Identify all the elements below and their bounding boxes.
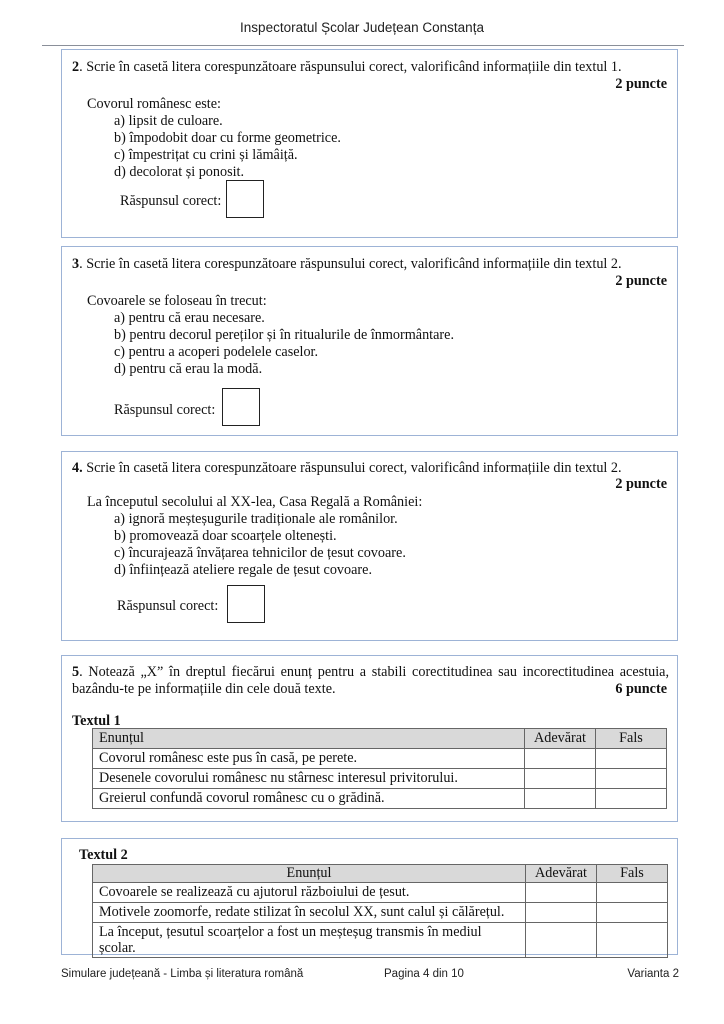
question-2-instruction: 2. Scrie în casetă litera corespunzătoare răspunsului corect, valorificând informațiile din textul 1. <box>72 59 622 75</box>
question-2-stem: Covorul românesc este: <box>87 96 221 112</box>
question-3-points: 2 puncte <box>615 273 667 289</box>
table-1-row-2-false-cell[interactable] <box>596 769 667 789</box>
table-1-row-1-false-cell[interactable] <box>596 749 667 769</box>
question-3-option-d: d) pentru că erau la modă. <box>114 361 263 377</box>
table-row <box>93 749 667 769</box>
table-2-row-3-statement: La început, țesutul scoarțelor a fost un meșteșug transmis în mediul școlar. <box>93 923 526 958</box>
table-row <box>93 789 667 809</box>
question-3-stem: Covoarele se foloseau în trecut: <box>87 293 267 309</box>
question-3-option-a: a) pentru că erau necesare. <box>114 310 265 326</box>
table-1-label: Textul 1 <box>72 713 121 729</box>
question-2-points: 2 puncte <box>615 76 667 92</box>
table-2 <box>92 864 668 958</box>
table-row <box>93 903 668 923</box>
table-2-row-2-statement: Motivele zoomorfe, redate stilizat în secolul XX, sunt calul și călărețul. <box>93 903 526 923</box>
question-5-text-2-box <box>61 838 678 955</box>
question-3-instruction: 3. Scrie în casetă litera corespunzătoare răspunsului corect, valorificând informațiile din textul 2. <box>72 256 622 272</box>
table-2-header-statement: Enunțul <box>93 865 526 883</box>
question-3-box <box>61 246 678 436</box>
table-1-header-statement: Enunțul <box>93 729 525 749</box>
question-4-instruction: 4. Scrie în casetă litera corespunzătoare răspunsului corect, valorificând informațiile din textul 2. <box>72 460 622 476</box>
question-4-option-d: d) înființează ateliere regale de țesut covoare. <box>114 562 372 578</box>
table-2-row-3-true-cell[interactable] <box>526 923 597 958</box>
table-1-row-3-true-cell[interactable] <box>525 789 596 809</box>
question-4-answer-box[interactable] <box>227 585 265 623</box>
question-2-option-d: d) decolorat și ponosit. <box>114 164 245 180</box>
question-4-points: 2 puncte <box>615 476 667 492</box>
table-row <box>93 923 668 958</box>
table-2-row-3-false-cell[interactable] <box>597 923 668 958</box>
page-header: Inspectoratul Școlar Județean Constanța <box>240 20 484 35</box>
footer-page-number: Pagina 4 din 10 <box>384 968 464 980</box>
question-2-option-a: a) lipsit de culoare. <box>114 113 223 129</box>
table-2-label: Textul 2 <box>79 847 128 863</box>
header-divider <box>42 45 684 46</box>
footer-variant: Varianta 2 <box>627 968 679 980</box>
table-1-row-2-true-cell[interactable] <box>525 769 596 789</box>
table-1-row-3-statement: Greierul confundă covorul românesc cu o grădină. <box>93 789 525 809</box>
table-2-row-1-true-cell[interactable] <box>526 883 597 903</box>
question-5-points: 6 puncte <box>615 681 667 697</box>
question-4-option-c: c) încurajează învățarea tehnicilor de țesut covoare. <box>114 545 406 561</box>
question-4-answer-label: Răspunsul corect: <box>117 598 219 614</box>
table-2-header-false: Fals <box>597 865 668 883</box>
question-5-box <box>61 655 678 822</box>
question-5-instruction: 5. Notează „X” în dreptul fiecărui enunț pentru a stabili corectitudinea sau incorectitudinea acestuia, bazându-te pe informațiile din cele două texte. <box>72 664 669 697</box>
table-1-header-true: Adevărat <box>525 729 596 749</box>
table-2-row-2-true-cell[interactable] <box>526 903 597 923</box>
question-3-answer-box[interactable] <box>222 388 260 426</box>
table-row <box>93 883 668 903</box>
question-2-box <box>61 49 678 238</box>
question-3-option-b: b) pentru decorul pereților și în ritualurile de înmormântare. <box>114 327 454 343</box>
footer-exam-title: Simulare județeană - Limba și literatura română <box>61 968 304 980</box>
table-1-row-3-false-cell[interactable] <box>596 789 667 809</box>
table-1-row-2-statement: Desenele covorului românesc nu stârnesc interesul privitorului. <box>93 769 525 789</box>
table-1 <box>92 728 667 809</box>
table-2-row-1-statement: Covoarele se realizează cu ajutorul războiului de țesut. <box>93 883 526 903</box>
question-3-answer-label: Răspunsul corect: <box>114 402 216 418</box>
question-2-answer-label: Răspunsul corect: <box>120 193 222 209</box>
question-4-option-b: b) promovează doar scoarțele oltenești. <box>114 528 337 544</box>
question-2-option-b: b) împodobit doar cu forme geometrice. <box>114 130 341 146</box>
question-4-stem: La începutul secolului al XX-lea, Casa Regală a României: <box>87 494 423 510</box>
table-row <box>93 769 667 789</box>
question-4-box <box>61 451 678 641</box>
table-2-row-1-false-cell[interactable] <box>597 883 668 903</box>
table-1-row-1-true-cell[interactable] <box>525 749 596 769</box>
table-2-header-true: Adevărat <box>526 865 597 883</box>
question-3-option-c: c) pentru a acoperi podelele caselor. <box>114 344 319 360</box>
question-2-option-c: c) împestrițat cu crini și lămâiță. <box>114 147 298 163</box>
table-1-header-false: Fals <box>596 729 667 749</box>
table-2-row-2-false-cell[interactable] <box>597 903 668 923</box>
question-2-answer-box[interactable] <box>226 180 264 218</box>
question-4-option-a: a) ignoră meșteșugurile tradiționale ale românilor. <box>114 511 398 527</box>
table-1-row-1-statement: Covorul românesc este pus în casă, pe perete. <box>93 749 525 769</box>
